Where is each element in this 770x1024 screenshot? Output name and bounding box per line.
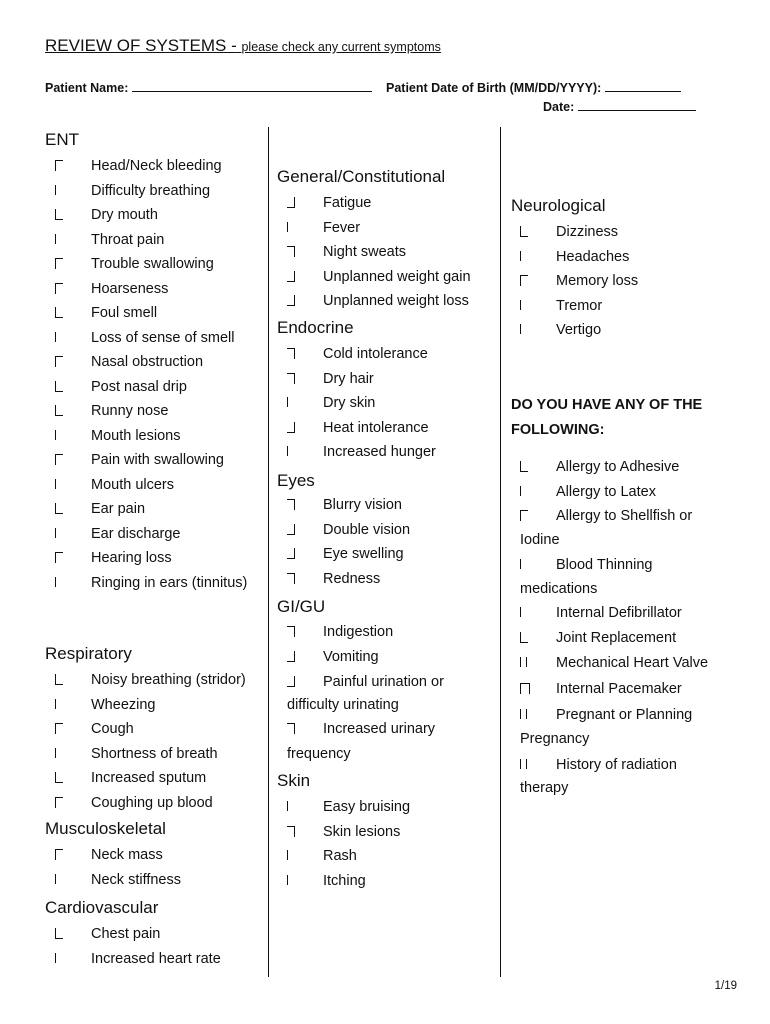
checklist-item-label: Memory loss — [556, 273, 639, 289]
checkbox-icon[interactable] — [520, 324, 528, 334]
checkbox-icon[interactable] — [55, 772, 63, 783]
checkbox-icon[interactable] — [55, 430, 63, 440]
page-title — [45, 36, 441, 56]
checklist-item-label: Fatigue — [323, 195, 372, 211]
checkbox-icon[interactable] — [55, 953, 63, 963]
checkbox-icon[interactable] — [287, 801, 295, 811]
checkbox-icon[interactable] — [55, 307, 63, 318]
following-wrap-2: medications — [520, 581, 598, 597]
checklist-item-label: Neck mass — [91, 847, 163, 863]
date-label: Date: — [543, 100, 575, 114]
checklist-item-label: Hoarseness — [91, 280, 169, 297]
checklist-item-label: Mouth lesions — [91, 427, 181, 444]
checklist-item-label: Redness — [323, 570, 381, 587]
checklist-item-label: Dry mouth — [91, 207, 158, 223]
checkbox-icon[interactable] — [55, 528, 63, 538]
checklist-item-label: Tremor — [556, 297, 603, 314]
checkbox-icon[interactable] — [520, 709, 527, 719]
checklist-item-label: Heat intolerance — [323, 419, 429, 436]
checkbox-icon[interactable] — [55, 674, 63, 685]
checkbox-icon[interactable] — [287, 295, 295, 306]
checkbox-icon[interactable] — [55, 503, 63, 514]
checklist-item-label: Dizziness — [556, 224, 619, 240]
checklist-item-label: Increased urinary — [323, 721, 436, 737]
checklist-item-label: Hearing loss — [91, 550, 172, 566]
checklist-item-label: Cough — [91, 721, 134, 737]
checklist-item-label: Indigestion — [323, 624, 394, 640]
checklist-item-label: Chest pain — [91, 926, 161, 942]
checklist-item-label: Allergy to Latex — [556, 484, 656, 500]
following-wrap-1: Iodine — [520, 532, 560, 548]
date-field[interactable] — [578, 98, 696, 111]
following-heading-line2: FOLLOWING: — [511, 422, 605, 438]
checkbox-icon[interactable] — [55, 479, 63, 489]
checkbox-icon[interactable] — [287, 723, 295, 734]
checklist-item-label: Double vision — [323, 521, 411, 538]
checkbox-icon[interactable] — [287, 246, 295, 257]
patient-name-label: Patient Name: — [45, 81, 129, 95]
checklist-item-label: Cold intolerance — [323, 346, 428, 362]
following-heading-line1: DO YOU HAVE ANY OF THE — [511, 397, 703, 413]
checklist-item-label: Unplanned weight gain — [323, 268, 471, 285]
patient-name-row — [45, 79, 372, 95]
checkbox-icon[interactable] — [520, 657, 527, 667]
checklist-item-label: Painful urination or — [323, 674, 444, 690]
section-heading-cardiovascular: Cardiovascular — [45, 898, 159, 917]
checklist-item-label: Allergy to Adhesive — [556, 459, 680, 475]
checkbox-icon[interactable] — [287, 626, 295, 637]
following-heading — [511, 393, 702, 443]
title-text: REVIEW OF SYSTEMS - — [45, 36, 237, 55]
dob-label: Patient Date of Birth (MM/DD/YYYY): — [386, 81, 602, 95]
checkbox-icon[interactable] — [55, 723, 63, 734]
checklist-item-label: Noisy breathing (stridor) — [91, 672, 246, 688]
checkbox-icon[interactable] — [520, 632, 528, 643]
checklist-item-label: Easy bruising — [323, 799, 411, 815]
checklist-item-label: Vomiting — [323, 649, 379, 665]
patient-name-field[interactable] — [132, 79, 372, 92]
checklist-item-label: Vertigo — [556, 322, 602, 338]
gigu-wrap-1: difficulty urinating — [287, 697, 399, 713]
subtitle-text: please check any current symptoms — [241, 40, 441, 54]
checkbox-icon[interactable] — [520, 275, 528, 286]
checklist-item-label: Allergy to Shellfish or — [556, 508, 693, 524]
checkbox-icon[interactable] — [520, 251, 528, 261]
checklist-item-label: Mouth ulcers — [91, 476, 175, 493]
checklist-item-label: History of radiation — [556, 757, 677, 773]
checkbox-icon[interactable] — [287, 373, 295, 384]
checkbox-icon[interactable] — [287, 197, 295, 208]
checkbox-icon[interactable] — [287, 348, 295, 359]
checkbox-icon[interactable] — [55, 209, 63, 220]
checklist-item-label: Ringing in ears (tinnitus) — [91, 574, 248, 591]
checkbox-icon[interactable] — [287, 850, 295, 860]
checklist-item-label: Throat pain — [91, 231, 165, 248]
checkbox-icon[interactable] — [287, 422, 295, 433]
checkbox-icon[interactable] — [55, 283, 63, 294]
section-heading-gigu: GI/GU — [277, 597, 326, 616]
checklist-item-label: Dry hair — [323, 370, 374, 387]
gigu-wrap-2: frequency — [287, 746, 351, 762]
checklist-item-label: Rash — [323, 848, 357, 864]
checkbox-icon[interactable] — [287, 271, 295, 282]
checklist-item-label: Headaches — [556, 248, 630, 265]
section-heading-ent: ENT — [45, 130, 79, 149]
checkbox-icon[interactable] — [287, 222, 295, 232]
checkbox-icon[interactable] — [55, 577, 63, 587]
checklist-item-label: Increased sputum — [91, 770, 207, 786]
section-heading-respiratory: Respiratory — [45, 644, 132, 663]
checkbox-icon[interactable] — [55, 332, 63, 342]
checklist-item-label: Post nasal drip — [91, 378, 187, 395]
checkbox-icon[interactable] — [55, 928, 63, 939]
checkbox-icon[interactable] — [55, 356, 63, 367]
checkbox-icon[interactable] — [55, 160, 63, 171]
checklist-item-label: Increased heart rate — [91, 950, 221, 967]
checklist-item-label: Neck stiffness — [91, 872, 181, 888]
checkbox-icon[interactable] — [287, 397, 295, 407]
checklist-item-label: Unplanned weight loss — [323, 293, 469, 309]
checkbox-icon[interactable] — [55, 454, 63, 465]
checklist-item-label: Eye swelling — [323, 546, 404, 562]
section-heading-skin: Skin — [277, 771, 311, 790]
checkbox-icon[interactable] — [55, 849, 63, 860]
section-heading-endocrine: Endocrine — [277, 318, 354, 337]
checkbox-icon[interactable] — [55, 234, 63, 244]
checkbox-icon[interactable] — [520, 683, 530, 694]
checklist-item-label: Loss of sense of smell — [91, 329, 235, 346]
checklist-item-label: Joint Replacement — [556, 630, 677, 646]
checklist-item-label: Pregnant or Planning — [556, 707, 693, 723]
checklist-item-label: Ear discharge — [91, 525, 181, 542]
following-wrap-3: Pregnancy — [520, 731, 590, 747]
checkbox-icon[interactable] — [287, 651, 295, 662]
checkbox-icon[interactable] — [520, 300, 528, 310]
checklist-item-label: Trouble swallowing — [91, 256, 214, 272]
checklist-item-label: Night sweats — [323, 244, 407, 260]
section-heading-musculoskeletal: Musculoskeletal — [45, 819, 166, 838]
checklist-item-label: Increased hunger — [323, 444, 436, 460]
checklist-item-label: Dry skin — [323, 395, 376, 411]
section-heading-eyes: Eyes — [277, 471, 315, 490]
section-heading-neurological: Neurological — [511, 196, 606, 215]
checkbox-icon[interactable] — [287, 826, 295, 837]
checkbox-icon[interactable] — [287, 499, 295, 510]
checkbox-icon[interactable] — [55, 185, 63, 195]
checkbox-icon[interactable] — [287, 676, 295, 687]
checkbox-icon[interactable] — [287, 446, 295, 456]
checklist-item-label: Pain with swallowing — [91, 452, 224, 468]
checkbox-icon[interactable] — [55, 258, 63, 269]
checkbox-icon[interactable] — [520, 759, 527, 769]
checklist-item-label: Blood Thinning — [556, 557, 653, 573]
checklist-item-label: Foul smell — [91, 305, 158, 321]
checkbox-icon[interactable] — [55, 381, 63, 392]
checkbox-icon[interactable] — [287, 573, 295, 584]
checkbox-icon[interactable] — [520, 486, 528, 496]
page-number: 1/19 — [714, 980, 737, 992]
following-wrap-4: therapy — [520, 780, 569, 796]
checklist-item-label: Shortness of breath — [91, 745, 218, 762]
checklist-item-label: Blurry vision — [323, 497, 402, 513]
checkbox-icon[interactable] — [287, 875, 295, 885]
checklist-item-label: Internal Defibrillator — [556, 605, 682, 621]
checkbox-icon[interactable] — [287, 548, 295, 559]
checklist-item-label: Wheezing — [91, 696, 156, 713]
checklist-item-label: Difficulty breathing — [91, 182, 211, 199]
checkbox-icon[interactable] — [55, 699, 63, 709]
column-divider-2 — [500, 127, 501, 977]
checklist-item-label: Runny nose — [91, 403, 169, 419]
checklist-item-label: Ear pain — [91, 501, 146, 517]
checkbox-icon[interactable] — [55, 797, 63, 808]
checkbox-icon[interactable] — [520, 461, 528, 472]
section-heading-general: General/Constitutional — [277, 167, 446, 186]
checkbox-icon[interactable] — [520, 559, 528, 569]
dob-field[interactable] — [605, 79, 681, 92]
checkbox-icon[interactable] — [520, 510, 528, 521]
checklist-item-label: Nasal obstruction — [91, 354, 204, 370]
checkbox-icon[interactable] — [55, 748, 63, 758]
checklist-item-label: Fever — [323, 219, 361, 236]
column-divider-1 — [268, 127, 269, 977]
checklist-item-label: Head/Neck bleeding — [91, 158, 222, 174]
checklist-item-label: Internal Pacemaker — [556, 681, 682, 697]
checklist-item-label: Skin lesions — [323, 823, 401, 840]
dob-row — [386, 79, 681, 95]
checklist-item-label: Itching — [323, 872, 366, 889]
date-row — [543, 98, 696, 114]
checklist-item-label: Coughing up blood — [91, 794, 213, 811]
checkbox-icon[interactable] — [55, 405, 63, 416]
checkbox-icon[interactable] — [520, 226, 528, 237]
checkbox-icon[interactable] — [287, 524, 295, 535]
checkbox-icon[interactable] — [55, 874, 63, 884]
checklist-item-label: Mechanical Heart Valve — [556, 655, 709, 671]
checkbox-icon[interactable] — [55, 552, 63, 563]
checkbox-icon[interactable] — [520, 607, 528, 617]
